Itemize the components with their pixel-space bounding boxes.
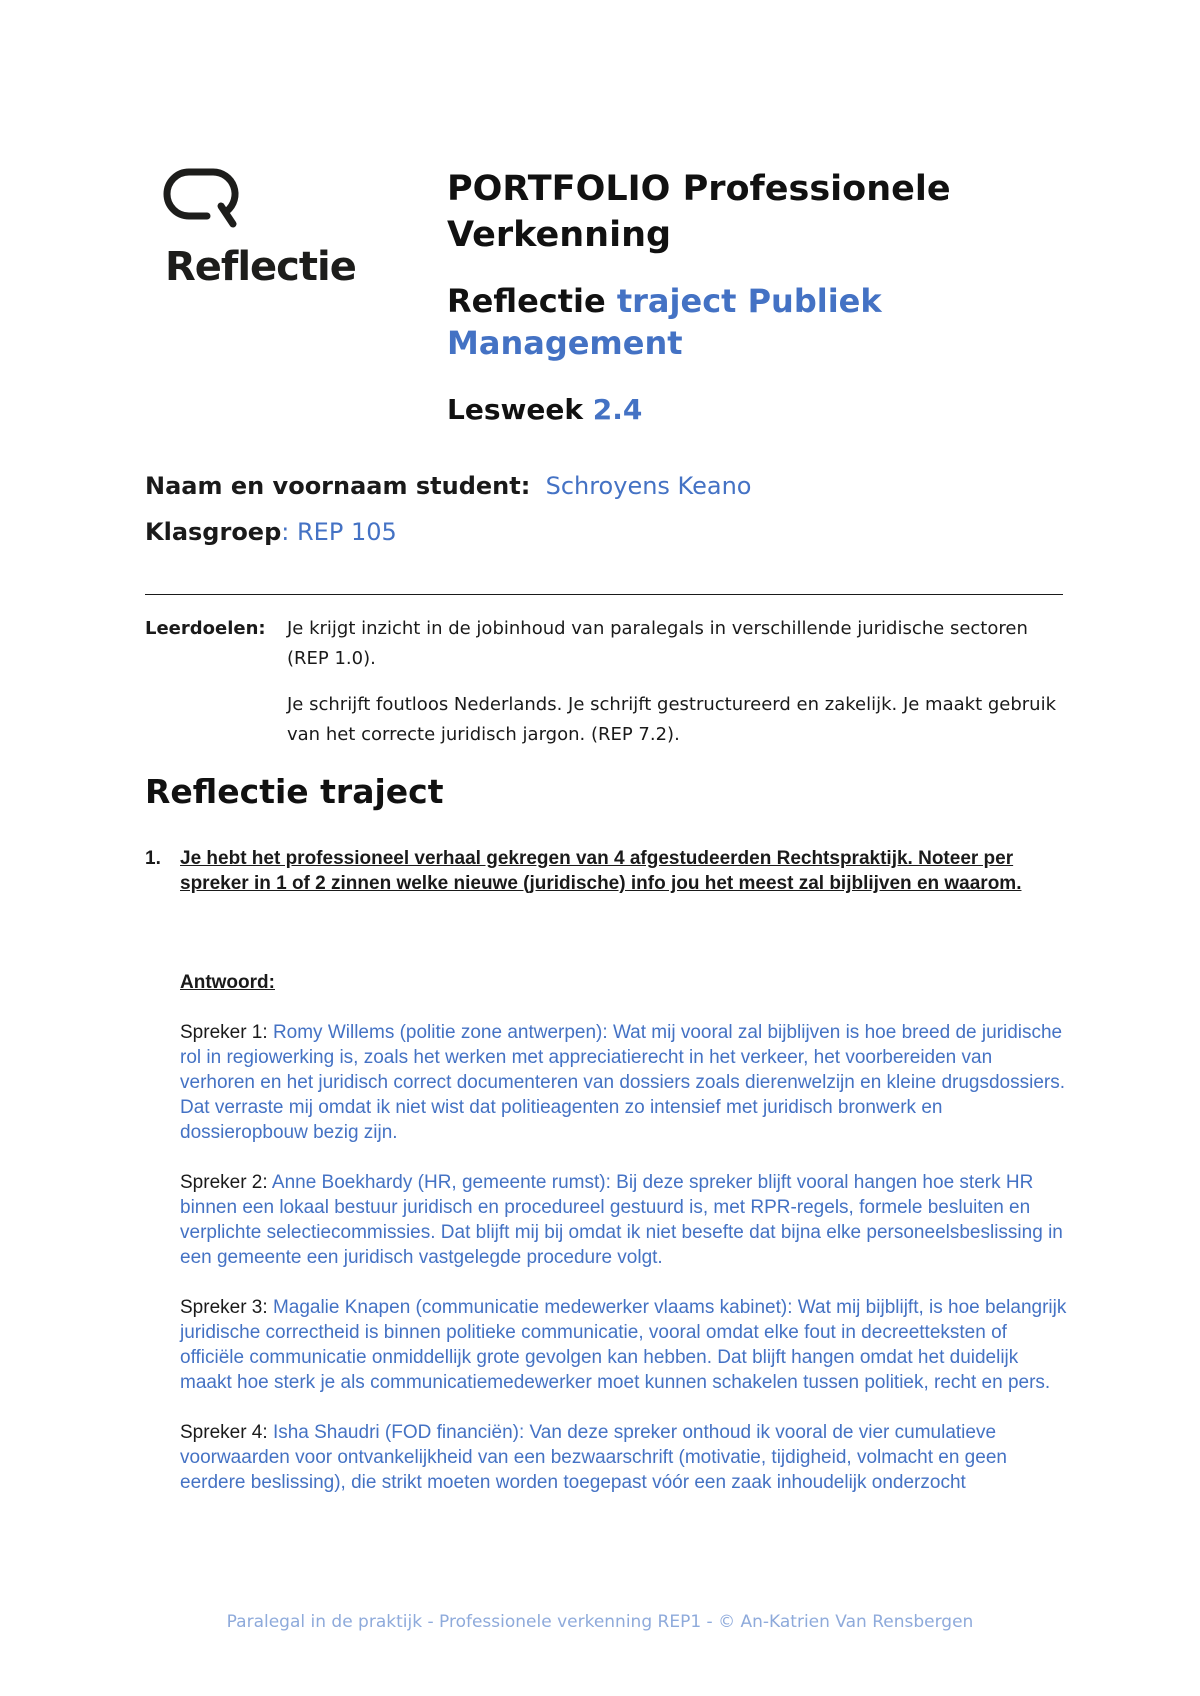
page-footer: Paralegal in de praktijk - Professionele verkenning REP1 - © An-Katrien Van Rensbergen xyxy=(226,1612,974,1632)
speaker-paragraph xyxy=(180,1020,1070,1145)
subtitle-prefix: Reflectie xyxy=(447,282,606,320)
speaker-label: Spreker 4: xyxy=(180,1422,268,1443)
learning-goals xyxy=(145,614,1065,766)
logo-wordmark: Reflectie xyxy=(165,244,356,290)
class-group-value: REP 105 xyxy=(297,518,397,546)
title-block xyxy=(447,166,1087,428)
student-info xyxy=(145,470,1085,562)
speaker-text: Anne Boekhardy (HR, gemeente rumst): Bij deze spreker blijft vooral hangen hoe sterk HR binnen een lokaal bestuur juridisch en procedureel gestuurd is, met RPR-regels, formele besluiten en verplichte selectiecommissies. Dat blijft mij bij omdat ik niet besefte dat bijna elke personeelsbeslissing in een gemeente een juridisch vastgelegde procedure volgt. xyxy=(180,1172,1063,1268)
speaker-paragraph xyxy=(180,1420,1070,1495)
answer-label: Antwoord: xyxy=(180,972,275,993)
student-name-value: Schroyens Keano xyxy=(545,472,752,500)
speaker-label: Spreker 1: xyxy=(180,1022,268,1043)
question-number: 1. xyxy=(145,848,161,869)
subtitle-track: traject Publiek Management xyxy=(447,282,882,362)
learning-goal: Je krijgt inzicht in de jobinhoud van paralegals in verschillende juridische sectoren (REP 1.0). xyxy=(287,618,1028,669)
page-title: PORTFOLIO Professionele Verkenning xyxy=(447,169,951,255)
learning-goals-list xyxy=(287,614,1065,750)
answer-block xyxy=(180,970,1070,1520)
speaker-label: Spreker 3: xyxy=(180,1297,268,1318)
question-text: Je hebt het professioneel verhaal gekregen van 4 afgestudeerden Rechtspraktijk. Noteer per spreker in 1 of 2 zinnen welke nieuwe (juridische) info jou het meest zal bijblijven en waarom. xyxy=(180,848,1022,894)
reflectie-logo xyxy=(163,166,356,290)
question-1 xyxy=(145,846,1065,896)
page-subtitle xyxy=(447,280,1087,364)
speaker-text: Isha Shaudri (FOD financiën): Van deze spreker onthoud ik vooral de vier cumulatieve voorwaarden voor ontvankelijkheid van een bezwaarschrift (motivatie, tijdigheid, volmacht en geen eerdere beslissing), die strikt moeten worden toegepast vóór een zaak inhoudelijk onderzocht xyxy=(180,1422,1007,1493)
week-label: Lesweek xyxy=(447,393,583,426)
speaker-label: Spreker 2: xyxy=(180,1172,268,1193)
learning-goal: Je schrijft foutloos Nederlands. Je schrijft gestructureerd en zakelijk. Je maakt gebruik van het correcte juridisch jargon. (REP 7.2). xyxy=(287,694,1057,745)
speech-bubble-logo-icon xyxy=(163,166,243,230)
divider xyxy=(145,594,1063,595)
speaker-paragraph xyxy=(180,1295,1070,1395)
section-title: Reflectie traject xyxy=(145,772,444,811)
class-group-row xyxy=(145,516,1085,548)
student-name-label: Naam en voornaam student: xyxy=(145,472,531,500)
class-group-label: Klasgroep xyxy=(145,518,282,546)
speaker-text: Romy Willems (politie zone antwerpen): Wat mij vooral zal bijblijven is hoe breed de juridische rol in regiowerking is, zoals het werken met appreciatierecht in het verkeer, het voorbereiden van verhoren en het juridisch correct documenteren van dossiers zoals dierenwelzijn en kleine drugsdossiers. Dat verraste mij omdat ik niet wist dat politieagenten zo intensief met juridisch bronwerk en dossieropbouw bezig zijn. xyxy=(180,1022,1066,1143)
student-name-row xyxy=(145,470,1085,502)
speaker-paragraph xyxy=(180,1170,1070,1270)
class-group-colon: : xyxy=(281,518,290,546)
week-value: 2.4 xyxy=(592,393,643,426)
speaker-text: Magalie Knapen (communicatie medewerker vlaams kabinet): Wat mij bijblijft, is hoe belangrijk juridische correctheid is binnen politieke communicatie, vooral omdat elke fout in decreetteksten of officiële communicatie onmiddellijk grote gevolgen kan hebben. Dat blijft hangen omdat het duidelijk maakt hoe sterk je als communicatiemedewerker moet kunnen schakelen tussen politiek, recht en pers. xyxy=(180,1297,1067,1393)
learning-goals-label: Leerdoelen: xyxy=(145,618,266,639)
lesson-week xyxy=(447,392,1087,428)
